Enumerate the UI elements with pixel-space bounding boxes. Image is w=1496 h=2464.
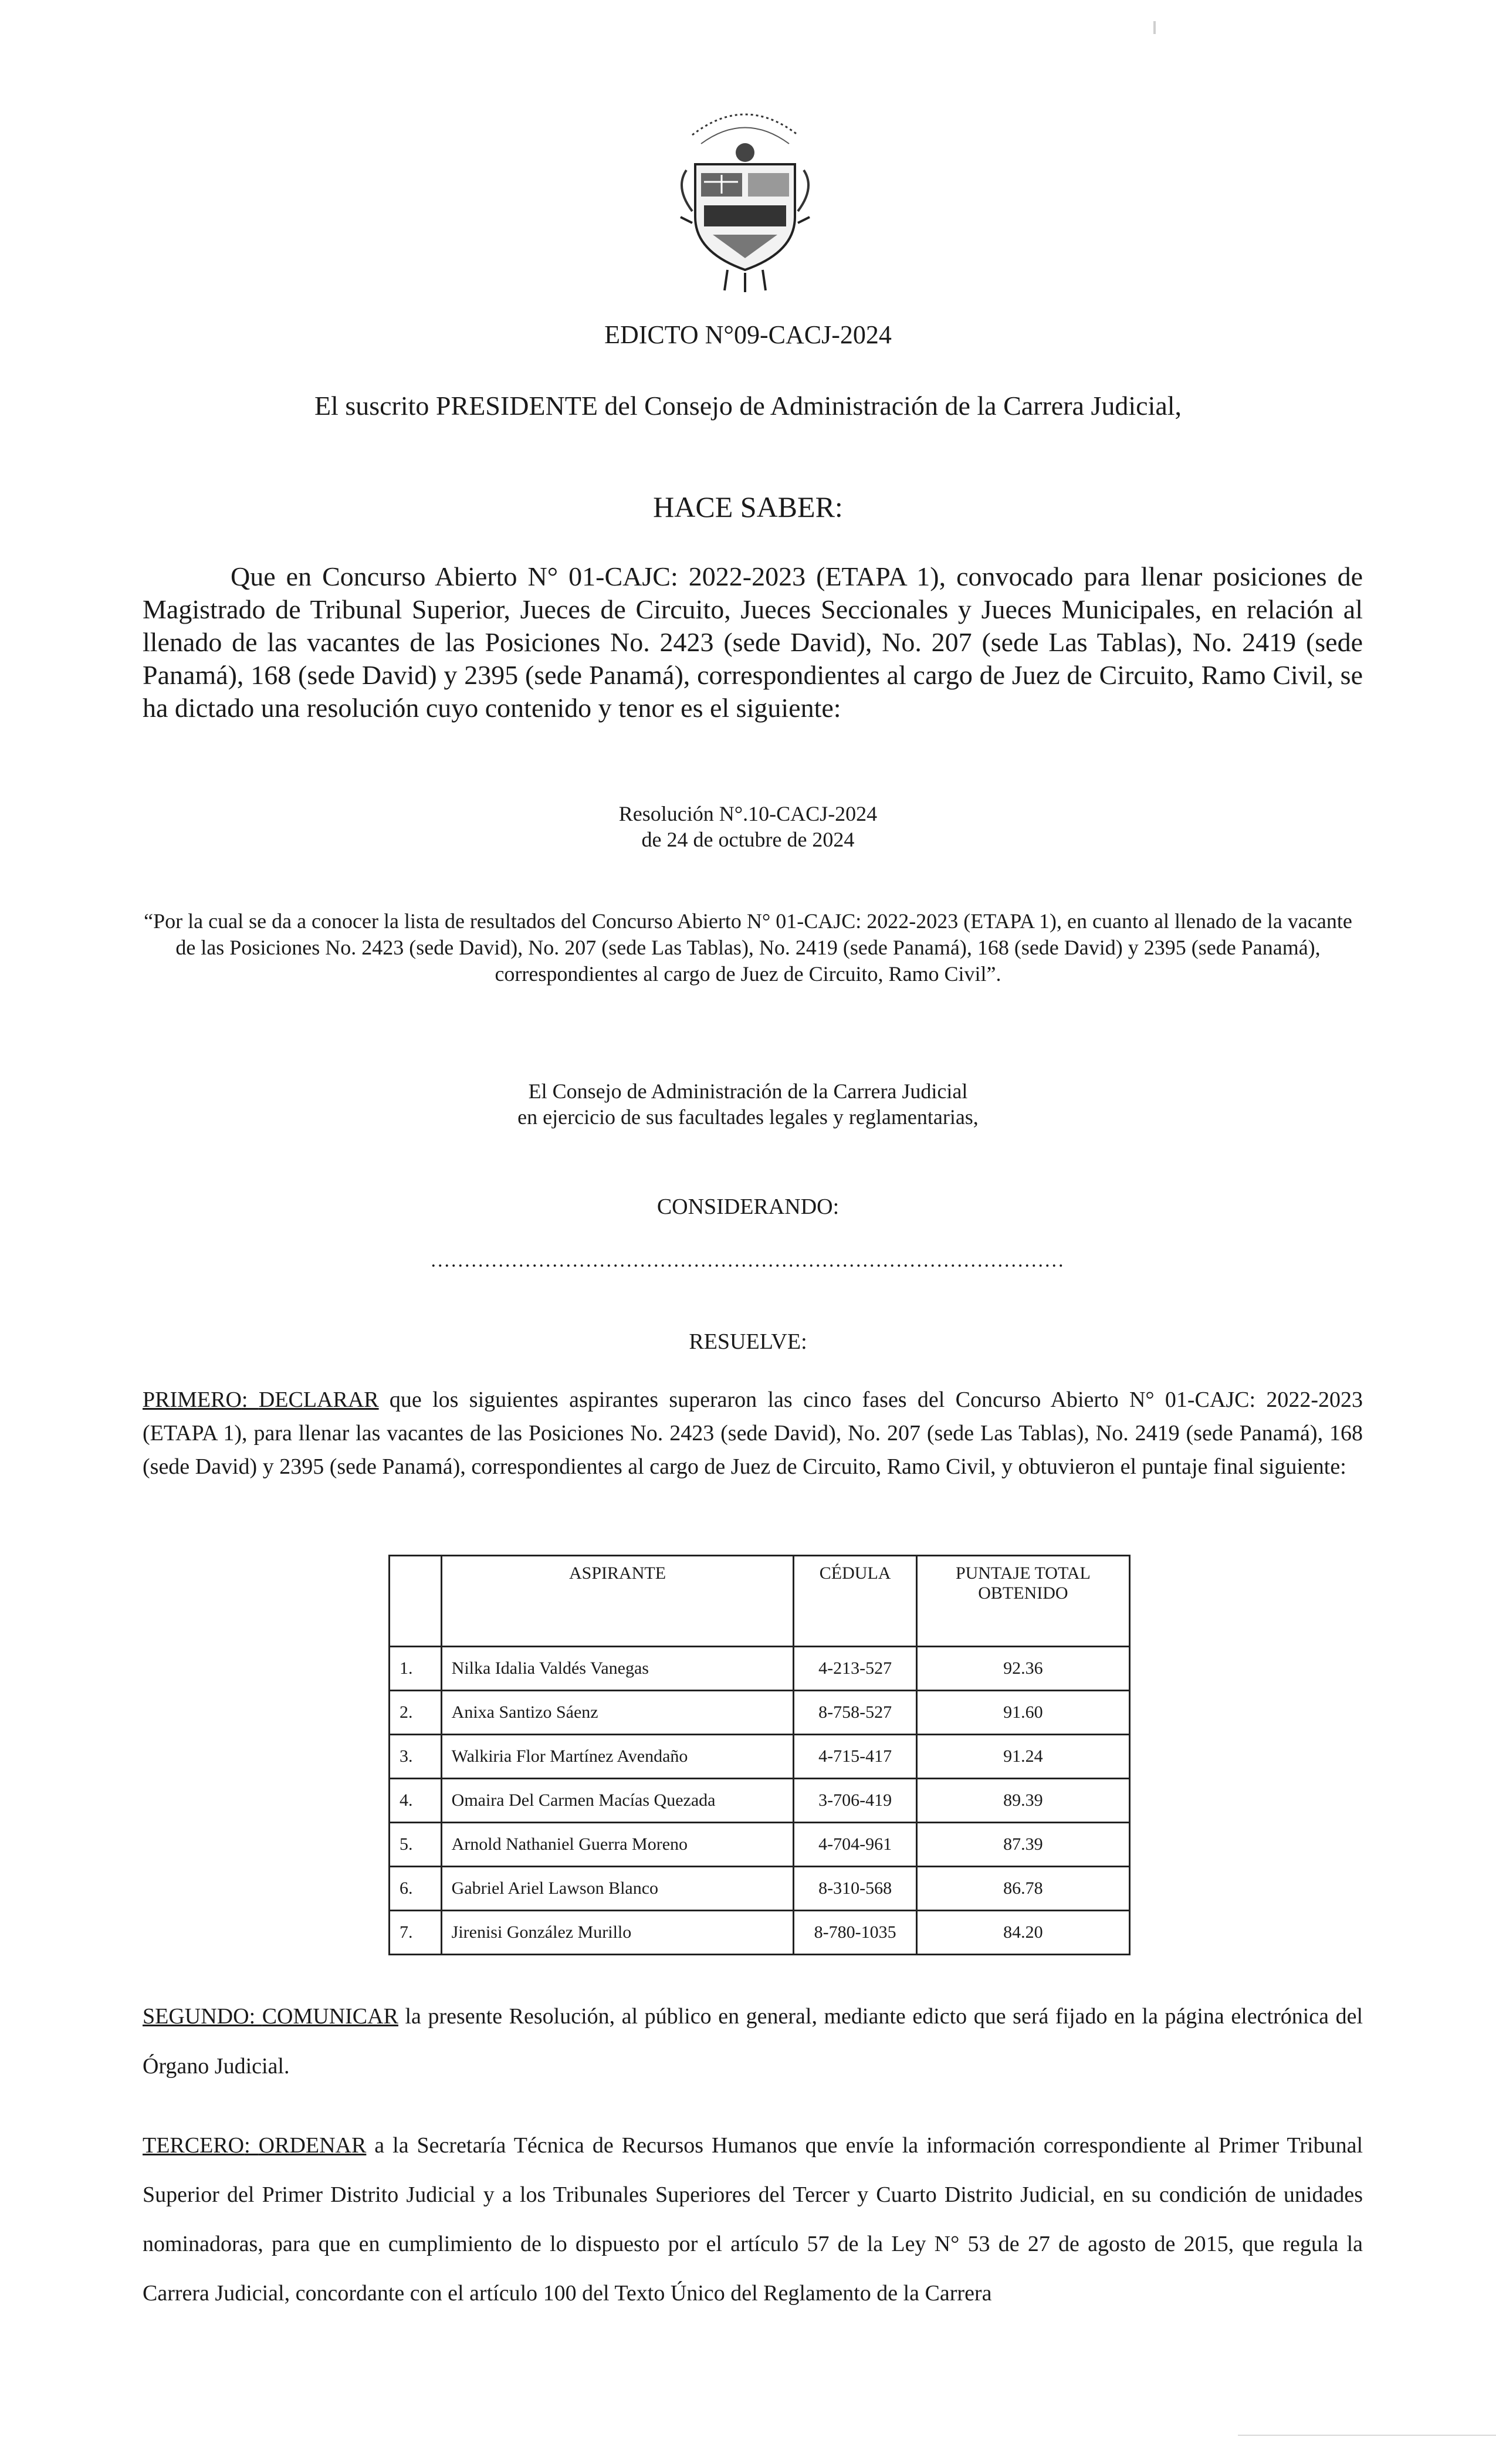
page-edge-line [1238,2435,1496,2436]
table-row [390,1735,1130,1779]
intro-paragraph-text: Que en Concurso Abierto N° 01-CAJC: 2022-2023 (ETAPA 1), convocado para llenar posiciones de Magistrado de Tribunal Superior, Jueces de Circuito, Jueces Seccionales y Jueces Municipales, en relación al llenado de las vacantes de las Posiciones No. 2423 (sede David), No. 207 (sede Las Tablas), No. 2419 (sede Panamá), 168 (sede David) y 2395 (sede Panamá), correspondientes al cargo de Juez de Circuito, Ramo Civil, se ha dictado una resolución cuyo contenido y tenor es el siguiente: [143,561,1363,723]
table-row [390,1867,1130,1911]
scan-mark [1153,21,1156,34]
segundo-text: la presente Resolución, al público en general, mediante edicto que será fijado en la página electrónica del Órgano Judicial. [143,2004,1363,2079]
considerando-heading: CONSIDERANDO: [656,1194,840,1219]
header-num [390,1556,442,1647]
row-score: 91.60 [916,1691,1129,1735]
table-row [390,1691,1130,1735]
row-number: 6. [390,1867,442,1911]
row-name: Walkiria Flor Martínez Avendaño [441,1735,794,1779]
row-name: Gabriel Ariel Lawson Blanco [441,1867,794,1911]
primero-verb: DECLARAR [258,1387,379,1412]
tercero-text: a la Secretaría Técnica de Recursos Humanos que envíe la información correspondiente al Primer Tribunal Superior del Primer Distrito Judicial y a los Tribunales Superiores del Tercer y Cuarto Distrito Judicial, en su condición de unidades nominadoras, para que en cumplimiento de lo dispuesto por el artículo 57 de la Ley N° 53 de 27 de agosto de 2015, que regula la Carrera Judicial, concordante con el artículo 100 del Texto Único del Reglamento de la Carrera [143,2133,1363,2306]
row-name: Jirenisi González Murillo [441,1911,794,1955]
results-table [388,1555,1131,1955]
row-score: 86.78 [916,1867,1129,1911]
row-cedula: 8-758-527 [794,1691,916,1735]
header-aspirante: ASPIRANTE [441,1556,794,1647]
row-cedula: 8-780-1035 [794,1911,916,1955]
resolution-heading [0,801,1496,852]
header-puntaje-line-1: PUNTAJE TOTAL [955,1563,1091,1583]
consejo-line-1: El Consejo de Administración de la Carrera Judicial [528,1079,968,1103]
row-number: 7. [390,1911,442,1955]
row-number: 2. [390,1691,442,1735]
row-cedula: 8-310-568 [794,1867,916,1911]
intro-paragraph [143,560,1363,725]
primero-text: que los siguientes aspirantes superaron las cinco fases del Concurso Abierto N° 01-CAJC: 2022-2023 (ETAPA 1), para llenar las vacantes de las Posiciones No. 2423 (sede David), No. 207 (sede Las Tablas), No. 2419 (sede Panamá), 168 (sede David) y 2395 (sede Panamá), correspondientes al cargo de Juez de Circuito, Ramo Civil, y obtuvieron el puntaje final siguiente: [143,1387,1363,1479]
resolution-date: de 24 de octubre de 2024 [641,828,855,851]
row-number: 4. [390,1779,442,1823]
primero-paragraph: PRIMERO: DECLARAR que los siguientes aspirantes superaron las cinco fases del Concurso Abierto N° 01-CAJC: 2022-2023 (ETAPA 1), para llenar las vacantes de las Posiciones No. 2423 (sede David), No. 207 (sede Las Tablas), No. 2419 (sede Panamá), 168 (sede David) y 2395 (sede Panamá), correspondientes al cargo de Juez de Circuito, Ramo Civil, y obtuvieron el puntaje final siguiente: [143,1387,1363,1479]
table-row [390,1647,1130,1691]
segundo-label: SEGUNDO [143,2004,249,2029]
header-cedula: CÉDULA [794,1556,916,1647]
table-row [390,1823,1130,1867]
consejo-line-2: en ejercicio de sus facultades legales y reglamentarias, [517,1105,979,1129]
table-row [390,1779,1130,1823]
tercero-label: TERCERO [143,2133,245,2158]
intro-line: El suscrito PRESIDENTE del Consejo de Administración de la Carrera Judicial, [314,391,1182,421]
row-number: 5. [390,1823,442,1867]
table-row [390,1911,1130,1955]
resuelve-heading: RESUELVE: [689,1329,807,1354]
row-score: 84.20 [916,1911,1129,1955]
row-score: 91.24 [916,1735,1129,1779]
row-name: Omaira Del Carmen Macías Quezada [441,1779,794,1823]
row-name: Arnold Nathaniel Guerra Moreno [441,1823,794,1867]
row-name: Anixa Santizo Sáenz [441,1691,794,1735]
primero-label: PRIMERO [143,1387,242,1412]
row-score: 87.39 [916,1823,1129,1867]
tercero-paragraph: TERCERO: ORDENAR a la Secretaría Técnica de Recursos Humanos que envíe la información correspondiente al Primer Tribunal Superior del Primer Distrito Judicial y a los Tribunales Superiores del Tercer y Cuarto Distrito Judicial, en su condición de unidades nominadoras, para que en cumplimiento de lo dispuesto por el artículo 57 de la Ley N° 53 de 27 de agosto de 2015, que regula la Carrera Judicial, concordante con el artículo 100 del Texto Único del Reglamento de la Carrera [143,2133,1363,2306]
header-puntaje-line-2: OBTENIDO [978,1583,1068,1603]
segundo-verb: COMUNICAR [262,2004,398,2029]
hace-saber-heading: HACE SABER: [653,490,843,523]
segundo-paragraph: SEGUNDO: COMUNICAR la presente Resolución, al público en general, mediante edicto que será fijado en la página electrónica del Órgano Judicial. [143,2004,1363,2079]
row-cedula: 4-704-961 [794,1823,916,1867]
tercero-verb: ORDENAR [258,2133,367,2158]
consejo-block [0,1078,1496,1130]
resolution-number: Resolución N°.10-CACJ-2024 [618,802,878,825]
row-score: 89.39 [916,1779,1129,1823]
row-cedula: 3-706-419 [794,1779,916,1823]
row-name: Nilka Idalia Valdés Vanegas [441,1647,794,1691]
row-number: 3. [390,1735,442,1779]
row-cedula: 4-715-417 [794,1735,916,1779]
ellipsis-line: .............................................................................................. [431,1250,1065,1271]
table-header-row [390,1556,1130,1647]
row-score: 92.36 [916,1647,1129,1691]
coat-of-arms-of-panama-icon [669,100,821,293]
resolution-quote: “Por la cual se da a conocer la lista de resultados del Concurso Abierto N° 01-CAJC: 2022-2023 (ETAPA 1), en cuanto al llenado de la vacante de las Posiciones No. 2423 (sede David), No. 207 (sede Las Tablas), No. 2419 (sede Panamá), 168 (sede David) y 2395 (sede Panamá), correspondientes al cargo de Juez de Circuito, Ramo Civil”. [144,909,1352,986]
row-number: 1. [390,1647,442,1691]
row-cedula: 4-213-527 [794,1647,916,1691]
header-puntaje [916,1556,1129,1647]
edict-title: EDICTO N°09-CACJ-2024 [604,320,892,349]
